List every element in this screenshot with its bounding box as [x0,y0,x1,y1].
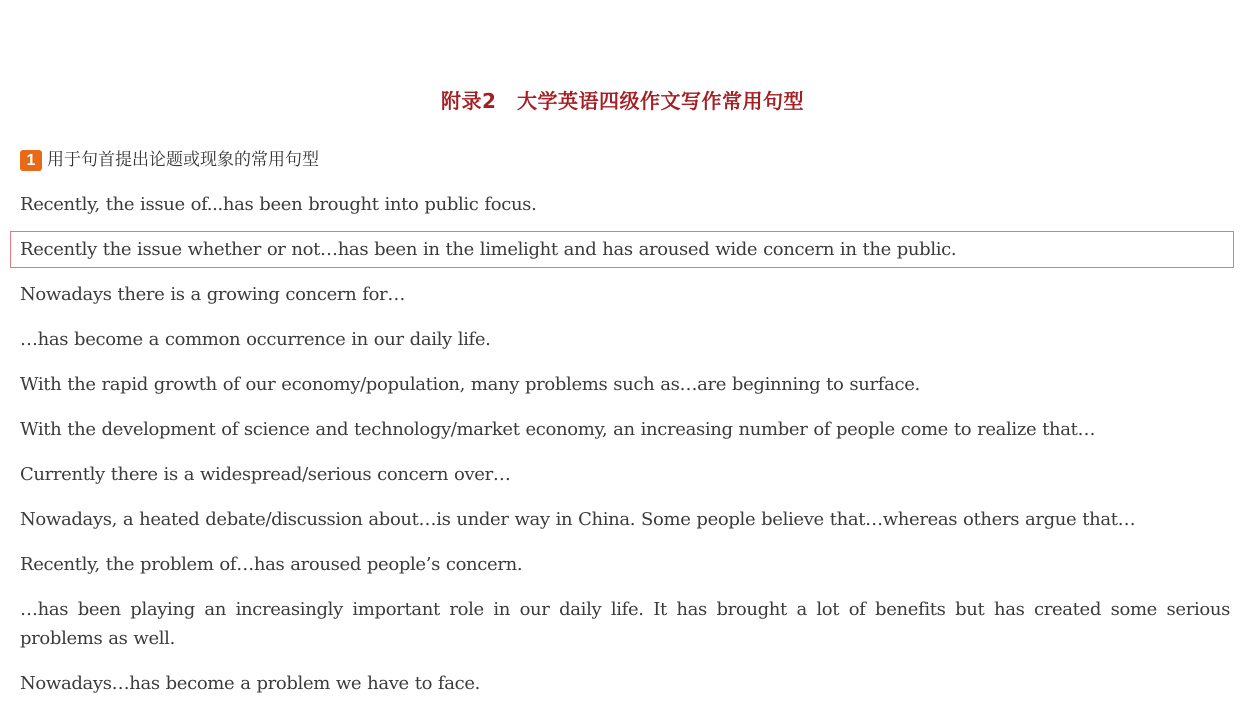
sentence-1[interactable]: Recently, the issue of...has been brought into public focus. [20,194,537,215]
sentence-5[interactable]: With the rapid growth of our economy/population, many problems such as…are beginning to surface. [20,374,920,395]
sentence-7[interactable]: Currently there is a widespread/serious concern over… [20,464,511,485]
sentence-11[interactable]: Nowadays…has become a problem we have to face. [20,673,481,694]
sentence-2[interactable]: Recently the issue whether or not…has been in the limelight and has aroused wide concern in the public. [20,239,957,260]
section-label: 用于句首提出论题或现象的常用句型 [47,150,319,170]
appendix-title: 附录2 大学英语四级作文写作常用句型 [441,89,804,113]
sentence-8[interactable]: Nowadays, a heated debate/discussion about…is under way in China. Some people believe that…whereas others argue that… [20,509,1136,530]
sentence-4[interactable]: …has become a common occurrence in our daily life. [20,329,491,350]
section-number-badge: 1 [20,150,42,171]
sentence-6[interactable]: With the development of science and technology/market economy, an increasing number of people come to realize that… [20,419,1096,440]
sentence-10[interactable]: …has been playing an increasingly important role in our daily life. It has brought a lot of benefits but has created some serious problems as well. [20,599,1230,649]
section-heading [20,148,319,172]
sentence-9[interactable]: Recently, the problem of…has aroused people’s concern. [20,554,523,575]
sentence-3[interactable]: Nowadays there is a growing concern for… [20,284,405,305]
